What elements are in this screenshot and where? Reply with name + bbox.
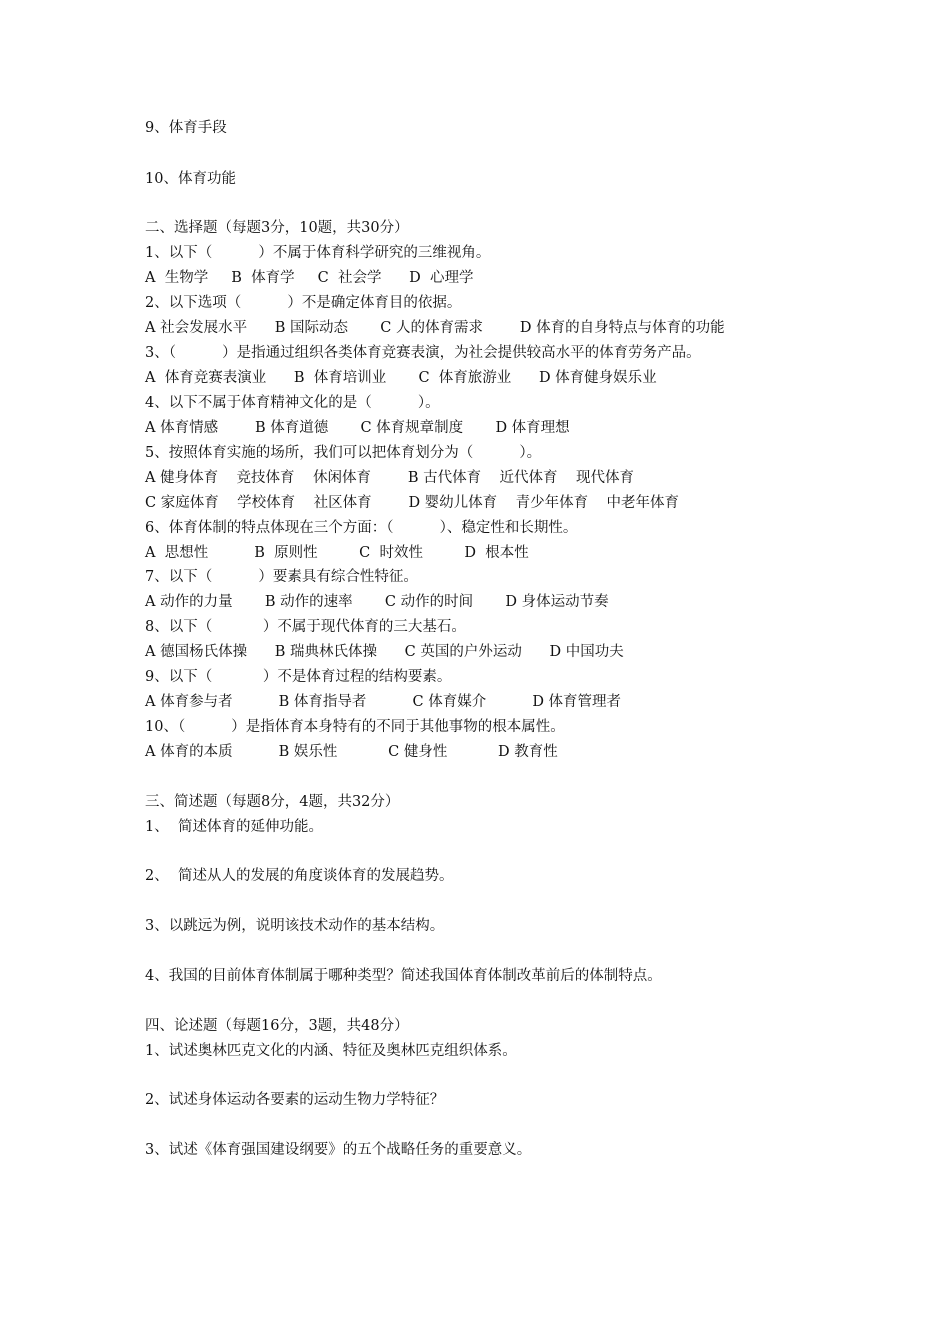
question-1: 1、以下（ ）不属于体育科学研究的三维视角。: [145, 245, 491, 261]
question-5: 5、按照体育实施的场所，我们可以把体育划分为（ ）。: [145, 445, 542, 461]
question-10: 10、（ ）是指体育本身特有的不同于其他事物的根本属性。: [145, 719, 565, 735]
question-8-options: A 德国杨氏体操 B 瑞典林氏体操 C 英国的户外运动 D 中国功夫: [145, 644, 624, 660]
essay-2: 2、试述身体运动各要素的运动生物力学特征？: [145, 1092, 445, 1108]
question-2: 2、以下选项（ ）不是确定体育目的依据。: [145, 295, 462, 311]
question-4: 4、以下不属于体育精神文化的是（ ）。: [145, 395, 440, 411]
short-answer-3: 3、以跳远为例，说明该技术动作的基本结构。: [145, 918, 445, 934]
question-9-options: A 体育参与者 B 体育指导者 C 体育媒介 D 体育管理者: [145, 694, 622, 710]
question-3-options: A 体育竞赛表演业 B 体育培训业 C 体育旅游业 D 体育健身娱乐业: [145, 370, 657, 386]
section-2-title: 二、选择题（每题3分，10题，共30分）: [145, 220, 409, 236]
question-4-options: A 体育情感 B 体育道德 C 体育规章制度 D 体育理想: [145, 420, 570, 436]
question-7-options: A 动作的力量 B 动作的速率 C 动作的时间 D 身体运动节奏: [145, 594, 609, 610]
question-3: 3、（ ）是指通过组织各类体育竞赛表演，为社会提供较高水平的体育劳务产品。: [145, 345, 701, 361]
question-6-options: A 思想性 B 原则性 C 时效性 D 根本性: [145, 545, 529, 561]
question-2-options: A 社会发展水平 B 国际动态 C 人的体育需求 D 体育的自身特点与体育的功能: [145, 320, 725, 336]
question-8: 8、以下（ ）不属于现代体育的三大基石。: [145, 619, 466, 635]
question-9: 9、以下（ ）不是体育过程的结构要素。: [145, 669, 452, 685]
question-1-options: A 生物学 B 体育学 C 社会学 D 心理学: [145, 270, 474, 286]
question-5-options-ab: A 健身体育 竞技体育 休闲体育 B 古代体育 近代体育 现代体育: [145, 470, 634, 486]
short-answer-1: 1、 简述体育的延伸功能。: [145, 819, 323, 835]
definition-item-10: 10、体育功能: [145, 171, 236, 187]
question-6: 6、体育体制的特点体现在三个方面：（ ）、稳定性和长期性。: [145, 520, 578, 536]
section-4-title: 四、论述题（每题16分，3题，共48分）: [145, 1018, 409, 1034]
question-10-options: A 体育的本质 B 娱乐性 C 健身性 D 教育性: [145, 744, 558, 760]
question-7: 7、以下（ ）要素具有综合性特征。: [145, 569, 418, 585]
definition-item-9: 9、体育手段: [145, 120, 227, 136]
short-answer-2: 2、 简述从人的发展的角度谈体育的发展趋势。: [145, 868, 454, 884]
essay-3: 3、试述《体育强国建设纲要》的五个战略任务的重要意义。: [145, 1142, 532, 1158]
essay-1: 1、试述奥林匹克文化的内涵、特征及奥林匹克组织体系。: [145, 1043, 517, 1059]
short-answer-4: 4、我国的目前体育体制属于哪种类型？简述我国体育体制改革前后的体制特点。: [145, 968, 662, 984]
question-5-options-cd: C 家庭体育 学校体育 社区体育 D 婴幼儿体育 青少年体育 中老年体育: [145, 495, 680, 511]
section-3-title: 三、简述题（每题8分，4题，共32分）: [145, 794, 400, 810]
